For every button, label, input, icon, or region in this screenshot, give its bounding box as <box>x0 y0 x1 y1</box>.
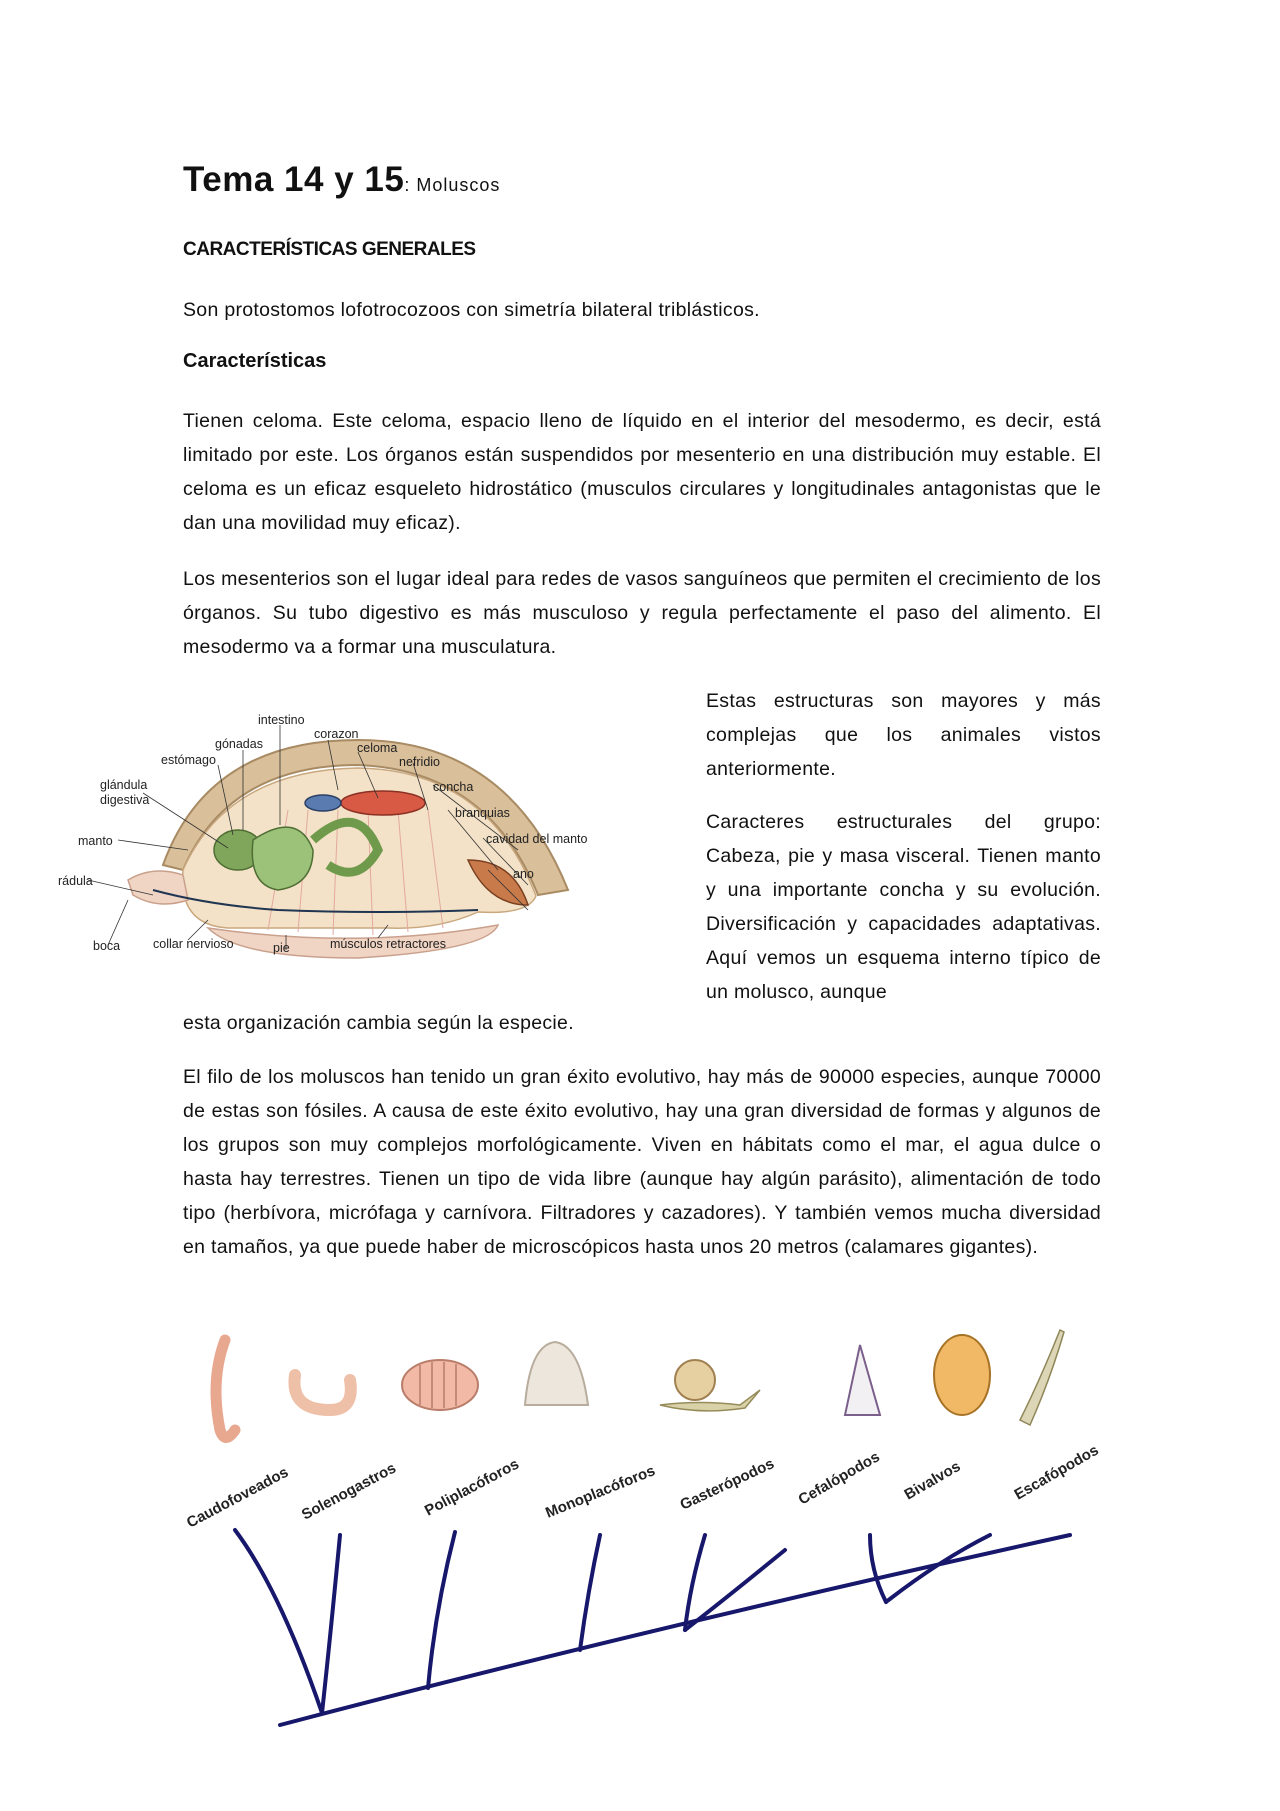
phylogenetic-tree <box>180 1320 1110 1740</box>
escafopodo-illustration <box>1020 1330 1064 1425</box>
label-musculos: músculos retractores <box>330 937 447 951</box>
tree-label-bivalvos: Bivalvos <box>901 1457 964 1504</box>
tree-label-gasteropodos: Gasterópodos <box>677 1455 777 1514</box>
tree-label-cefalopodos: Cefalópodos <box>795 1448 883 1509</box>
label-collar: collar nervioso <box>153 937 234 951</box>
side-paragraph-1: Estas estructuras son mayores y más complejas que los animales vistos anteriormente. <box>706 690 1101 780</box>
branch-poliplacoforos <box>428 1532 455 1688</box>
bivalvo-illustration <box>934 1335 990 1415</box>
label-gonadas: gónadas <box>215 737 263 751</box>
label-estomago: estómago <box>161 753 216 767</box>
label-pie: pie <box>273 941 290 955</box>
label-digestiva: digestiva <box>100 793 150 807</box>
branch-bivalvos <box>870 1535 886 1602</box>
tree-label-escafopodos: Escafópodos <box>1011 1441 1102 1504</box>
branch-caudofoveados <box>235 1530 322 1713</box>
caudofoveado-illustration <box>216 1340 235 1438</box>
label-intestino: intestino <box>258 713 305 727</box>
title-subtitle: : Moluscos <box>404 175 501 195</box>
tree-trunk <box>280 1535 1070 1725</box>
paragraph-mesenterios: Los mesenterios son el lugar ideal para redes de vasos sanguíneos que permiten el crecimiento de los órganos. Su tubo digestivo es más musculoso y regula perfectamente el paso del alimento. El mesodermo va a formar una musculatura. <box>183 568 1101 658</box>
mollusc-anatomy-diagram <box>58 700 658 1000</box>
subheading: Características <box>183 350 327 372</box>
branch-cefalopodos <box>685 1550 785 1630</box>
branch-escafopodos <box>886 1535 990 1602</box>
label-celoma: celoma <box>357 741 398 755</box>
label-branquias: branquias <box>455 806 510 820</box>
label-boca: boca <box>93 939 121 953</box>
label-manto: manto <box>78 834 113 848</box>
label-corazon: corazon <box>314 727 359 741</box>
label-radula: rádula <box>58 874 93 888</box>
monoplacoforo-illustration <box>525 1342 588 1405</box>
tree-label-monoplacoforos: Monoplacóforos <box>543 1462 658 1522</box>
page-title <box>183 160 500 200</box>
branch-solenogastros <box>322 1535 340 1713</box>
tree-label-poliplacoforos: Poliplacóforos <box>421 1455 522 1520</box>
paragraph-exito-evolutivo: El filo de los moluscos han tenido un gran éxito evolutivo, hay más de 90000 especies, aunque 70000 de estas son fósiles. A causa de este éxito evolutivo, hay una gran diversidad de formas y algunos de los grupos son muy complejos morfológicamente. Viven en hábitats como el mar, el agua dulce o hasta hay terrestres. Tienen un tipo de vida libre (aunque hay algún parásito), alimentación de todo tipo (herbívora, micrófaga y carnívora. Filtradores y cazadores). Y también vemos mucha diversidad en tamaños, ya que puede haber de microscópicos hasta unos 20 metros (calamares gigantes). <box>183 1066 1101 1258</box>
section-heading: CARACTERÍSTICAS GENERALES <box>183 239 476 260</box>
paragraph-celoma: Tienen celoma. Este celoma, espacio lleno de líquido en el interior del mesodermo, es decir, está limitado por este. Los órganos están suspendidos por mesenterio en una distribución muy estable. El celoma es un eficaz esqueleto hidrostático (musculos circulares y longitudinales antagonistas que le dan una movilidad muy eficaz). <box>183 410 1101 534</box>
cefalopodo-illustration <box>845 1345 880 1415</box>
poliplacoforo-illustration <box>402 1360 478 1410</box>
side-paragraph-tail: esta organización cambia según la especie. <box>183 1012 574 1034</box>
organism-illustrations <box>216 1330 1064 1438</box>
solenogastro-illustration <box>294 1375 350 1410</box>
label-ano: ano <box>513 867 534 881</box>
side-paragraph-2: Caracteres estructurales del grupo: Cabeza, pie y masa visceral. Tienen manto y una importante concha y su evolución. Diversificación y capacidades adaptativas. Aquí vemos un esquema interno típico de un molusco, aunque <box>706 811 1101 1003</box>
label-cavidad: cavidad del manto <box>486 832 588 846</box>
tree-label-solenogastros: Solenogastros <box>298 1459 399 1524</box>
label-nefridio: nefridio <box>399 755 440 769</box>
tree-label-caudofoveados: Caudofoveados <box>183 1463 292 1532</box>
title-main: Tema 14 y 15 <box>183 160 405 199</box>
intro-paragraph: Son protostomos lofotrocozoos con simetría bilateral triblásticos. <box>183 299 760 321</box>
branch-monoplacoforos <box>580 1535 600 1650</box>
label-glandula: glándula <box>100 778 148 792</box>
label-concha: concha <box>433 780 474 794</box>
